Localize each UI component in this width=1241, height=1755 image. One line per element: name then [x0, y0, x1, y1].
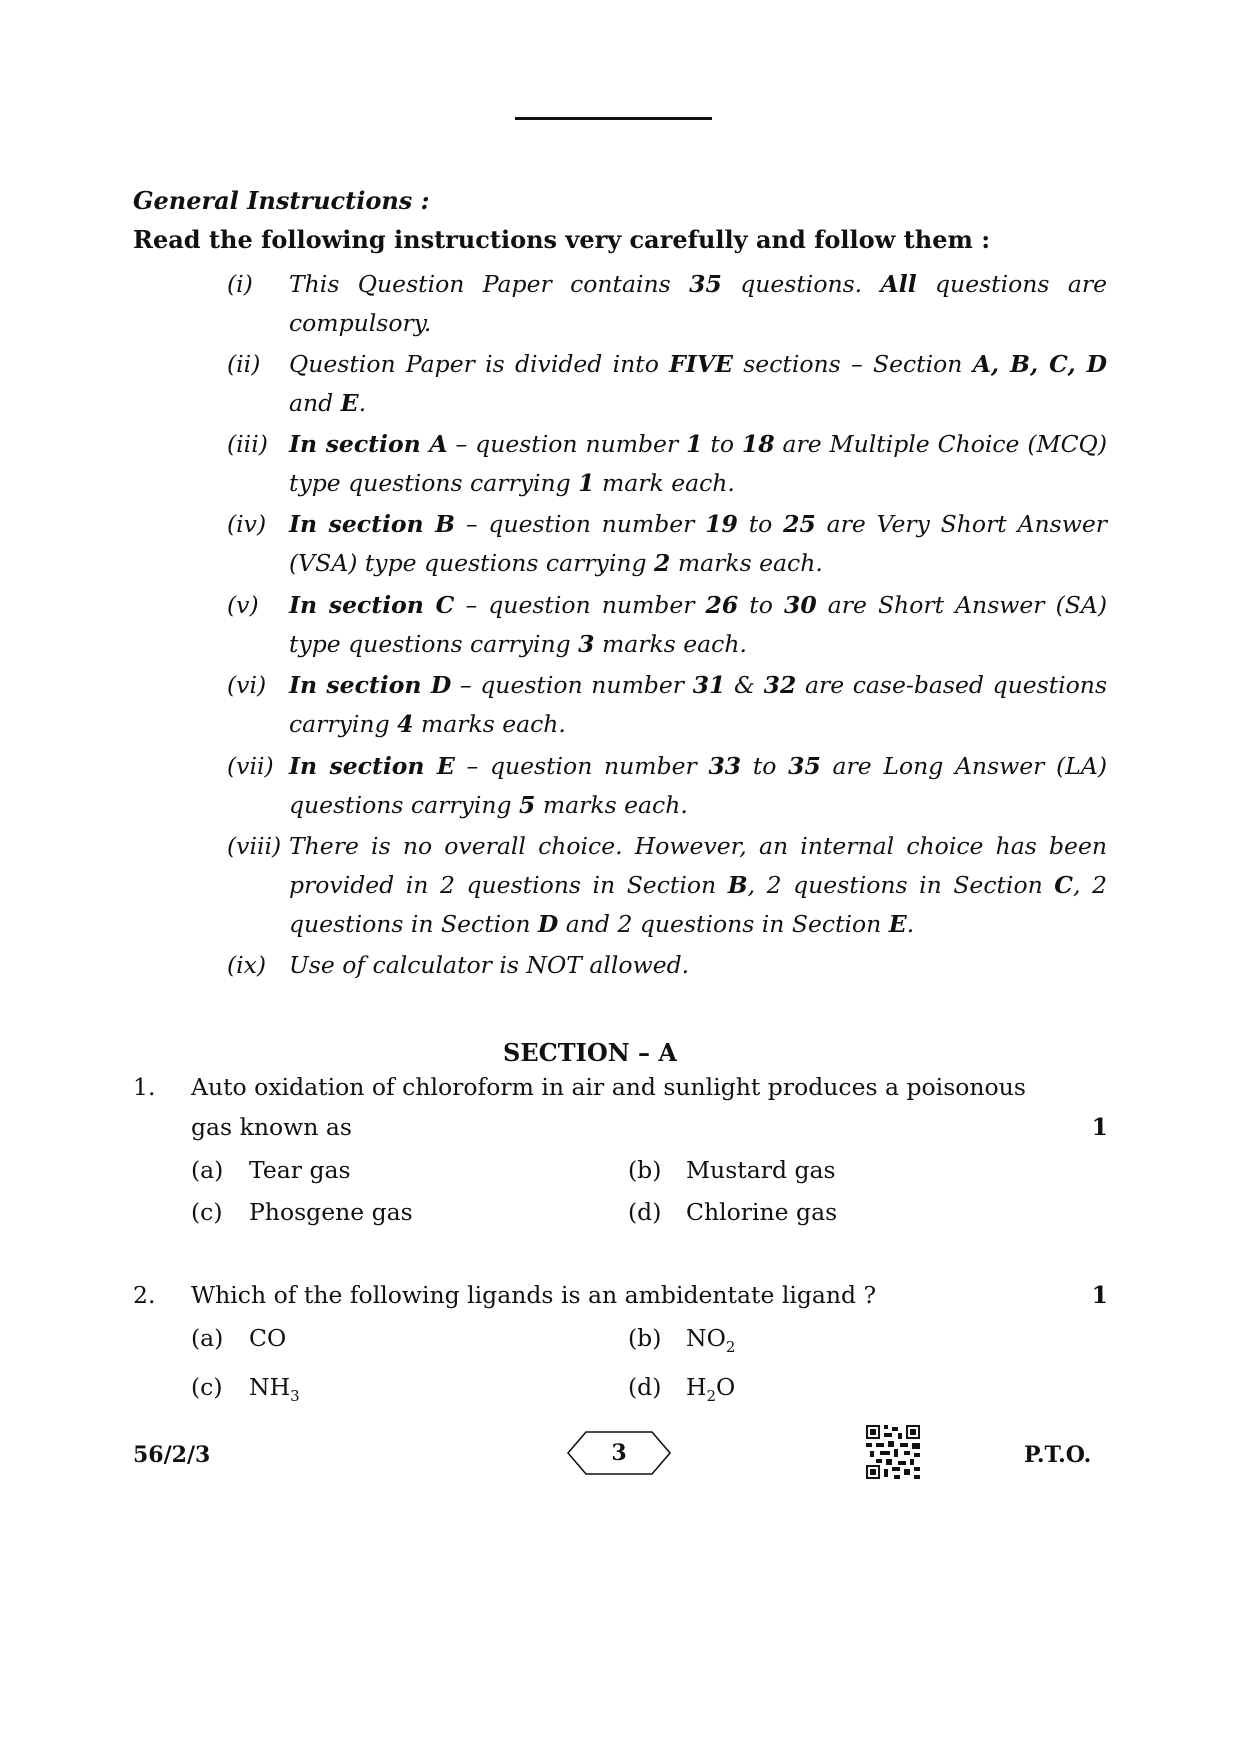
instruction-text: There is no overall choice. However, an internal choice has been provided in 2 questions in Section B, 2 questions in Section C, 2 questions in Section D and 2 questions in Section E. [289, 832, 1107, 938]
option-label: (c) [191, 1373, 223, 1401]
instruction-item [227, 265, 1107, 343]
option-text: Tear gas [249, 1156, 351, 1184]
please-turn-over: P.T.O. [1024, 1442, 1092, 1468]
instruction-number: (i) [227, 270, 253, 298]
option-text: CO [249, 1324, 287, 1352]
option-text: $NO_2$ [686, 1324, 736, 1356]
question-marks: 1 [1091, 1281, 1108, 1309]
option [191, 1373, 300, 1405]
option-label: (c) [191, 1198, 223, 1226]
instruction-text: In section E – question number 33 to 35 are Long Answer (LA) questions carrying 5 marks each. [289, 752, 1107, 819]
instruction-number: (iv) [227, 510, 267, 538]
option [628, 1198, 837, 1226]
instructions-subtitle: Read the following instructions very carefully and follow them : [133, 225, 991, 254]
instruction-number: (vi) [227, 671, 267, 699]
instruction-item [227, 505, 1107, 583]
instruction-text: This Question Paper contains 35 questions. All questions are compulsory. [289, 270, 1108, 337]
instruction-text: In section D – question number 31 & 32 are case-based questions carrying 4 marks each. [289, 671, 1107, 738]
question [133, 1067, 1108, 1147]
qr-code-icon [866, 1425, 920, 1479]
question-marks: 1 [1091, 1113, 1108, 1141]
question [133, 1275, 1108, 1315]
instruction-text: In section B – question number 19 to 25 are Very Short Answer (VSA) type questions carrying 2 marks each. [289, 510, 1107, 577]
paper-code: 56/2/3 [133, 1442, 211, 1468]
option-text: Phosgene gas [249, 1198, 413, 1226]
instruction-number: (v) [227, 591, 259, 619]
top-rule [515, 117, 712, 120]
instruction-item [227, 827, 1107, 944]
section-heading: SECTION – A [503, 1038, 677, 1067]
option-text: Mustard gas [686, 1156, 836, 1184]
option-text: Chlorine gas [686, 1198, 838, 1226]
instruction-number: (vii) [227, 752, 274, 780]
option [628, 1373, 735, 1405]
instruction-text: In section C – question number 26 to 30 are Short Answer (SA) type questions carrying 3 marks each. [289, 591, 1107, 658]
instruction-number: (viii) [227, 832, 282, 860]
instruction-item [227, 666, 1107, 744]
instruction-item [227, 425, 1107, 503]
instruction-number: (ii) [227, 350, 261, 378]
option [628, 1156, 836, 1184]
option-label: (d) [628, 1198, 662, 1226]
instruction-item [227, 345, 1107, 423]
option-label: (d) [628, 1373, 662, 1401]
option [191, 1324, 286, 1352]
instructions-title: General Instructions : [133, 186, 430, 215]
question-text: Auto oxidation of chloroform in air and sunlight produces a poisonous gas known as [191, 1073, 1026, 1141]
instruction-number: (iii) [227, 430, 268, 458]
option-label: (b) [628, 1156, 662, 1184]
instruction-item [227, 747, 1107, 825]
option [191, 1156, 351, 1184]
page-number-badge [566, 1430, 672, 1476]
option [191, 1198, 413, 1226]
option-text: $NH_3$ [249, 1373, 300, 1405]
option-label: (a) [191, 1156, 224, 1184]
instruction-text: Use of calculator is NOT allowed. [289, 951, 690, 979]
instruction-number: (ix) [227, 951, 267, 979]
question-text: Which of the following ligands is an ambidentate ligand ? [191, 1281, 877, 1309]
option-label: (a) [191, 1324, 224, 1352]
instruction-text: Question Paper is divided into FIVE sections – Section A, B, C, D and E. [289, 350, 1107, 417]
instruction-item [227, 946, 1107, 985]
instruction-text: In section A – question number 1 to 18 are Multiple Choice (MCQ) type questions carrying 1 mark each. [289, 430, 1107, 497]
page-number: 3 [611, 1440, 627, 1466]
question-number: 1. [133, 1073, 156, 1101]
option-label: (b) [628, 1324, 662, 1352]
question-number: 2. [133, 1281, 156, 1309]
instruction-item [227, 586, 1107, 664]
option [628, 1324, 735, 1356]
option-text: $H_2O$ [686, 1373, 736, 1405]
